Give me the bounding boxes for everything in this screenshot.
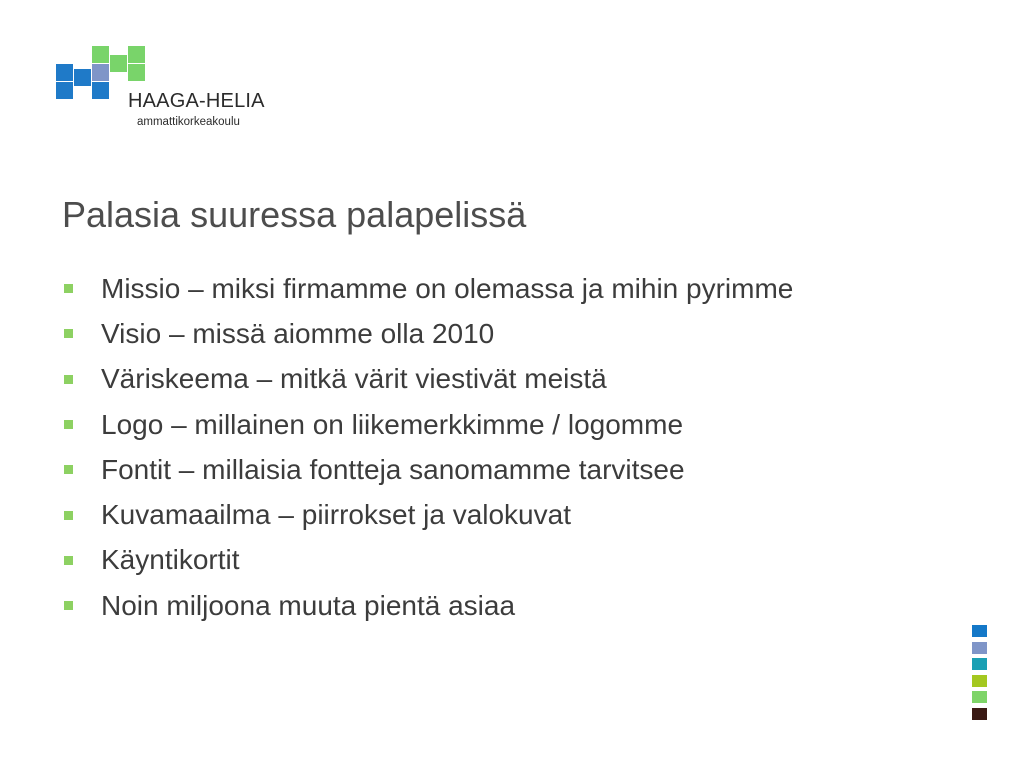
decor-square [972,658,987,670]
bullet-item [62,447,793,492]
bullet-item [62,266,793,311]
decor-square [972,691,987,703]
bullet-item [62,311,793,356]
bullet-text: Käyntikortit [101,544,240,576]
logo-name: HAAGA-HELIA [128,90,265,112]
square-bullet-icon [64,465,73,474]
bullet-text: Fontit – millaisia fontteja sanomamme tarvitsee [101,453,685,485]
decor-square [972,625,987,637]
decor-square [972,675,987,687]
square-bullet-icon [64,556,73,565]
decor-square [972,708,987,720]
bullet-text: Logo – millainen on liikemerkkimme / logomme [101,408,684,440]
bullet-text: Visio – missä aiomme olla 2010 [101,317,495,349]
bullet-item [62,402,793,447]
bullet-text: Missio – miksi firmamme on olemassa ja mihin pyrimme [101,272,794,304]
square-bullet-icon [64,284,73,293]
haaga-helia-logo [56,46,296,136]
square-bullet-icon [64,329,73,338]
square-bullet-icon [64,375,73,384]
bullet-text: Väriskeema – mitkä värit viestivät meistä [101,363,607,395]
bullet-text: Kuvamaailma – piirrokset ja valokuvat [101,499,571,531]
decor-square [972,642,987,654]
bullet-item [62,538,793,583]
bullet-text: Noin miljoona muuta pientä asiaa [101,589,516,621]
logo-subtitle: ammattikorkeakoulu [137,116,240,128]
bullet-item [62,492,793,537]
square-bullet-icon [64,601,73,610]
square-bullet-icon [64,511,73,520]
bullet-list [62,266,793,628]
square-bullet-icon [64,420,73,429]
bullet-item [62,583,793,628]
slide-title: Palasia suuressa palapelissä [62,194,527,235]
decorative-color-squares [972,625,987,724]
bullet-item [62,357,793,402]
